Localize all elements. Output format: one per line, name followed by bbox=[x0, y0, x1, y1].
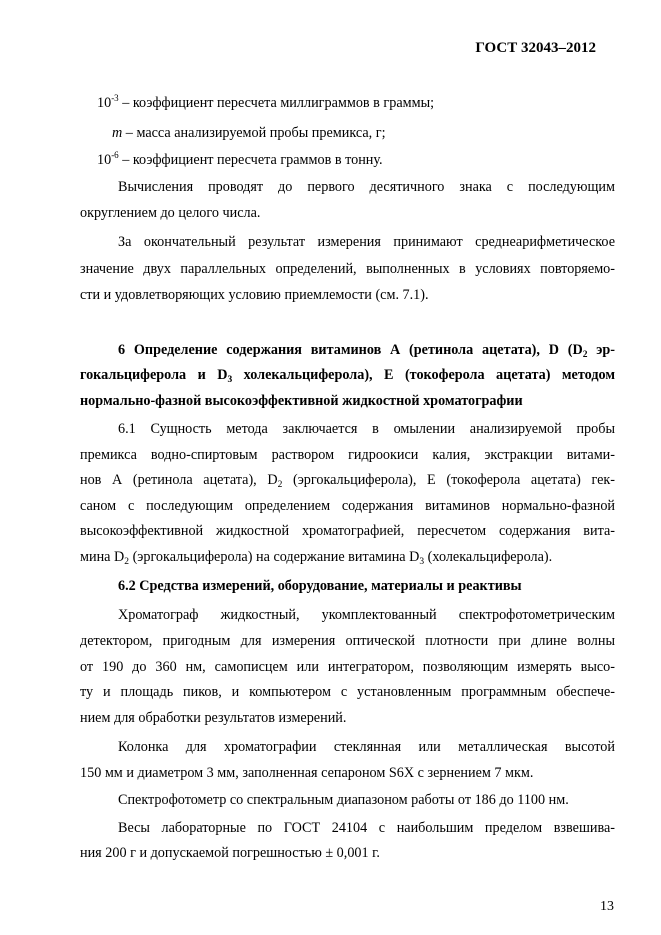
paragraph-line: высокоэффективной жидкостной хроматографией, пересчетом содержания вита- bbox=[80, 523, 615, 539]
document-header: ГОСТ 32043–2012 bbox=[475, 40, 596, 56]
def-base: 10 bbox=[97, 95, 112, 111]
text: (эргокальциферола) на содержание витамина D bbox=[129, 549, 420, 565]
def-text: – масса анализируемой пробы премикса, г; bbox=[122, 125, 386, 141]
paragraph-line bbox=[80, 547, 615, 567]
definition-mass bbox=[112, 123, 647, 143]
definition-milligrams bbox=[97, 93, 632, 113]
paragraph-line: нием для обработки результатов измерений. bbox=[80, 710, 347, 726]
def-text: – коэффициент пересчета миллиграммов в граммы; bbox=[118, 95, 435, 111]
def-text: – коэффициент пересчета граммов в тонну. bbox=[118, 152, 383, 168]
paragraph-line: премикса водно-спиртовым раствором гидроокиси калия, экстракции витами- bbox=[80, 447, 615, 463]
paragraph-line: от 190 до 360 нм, самописцем или интегратором, позволяющим измерять высо- bbox=[80, 659, 615, 675]
page-number: 13 bbox=[600, 899, 614, 914]
paragraph-line: ту и площадь пиков, и компьютером с установленным программным обеспече- bbox=[80, 684, 615, 700]
paragraph-line: сти и удовлетворяющих условию приемлемости (см. 7.1). bbox=[80, 287, 429, 303]
subscript: 2 bbox=[582, 350, 588, 360]
heading-text: эр- bbox=[587, 342, 616, 358]
text: мина D bbox=[80, 549, 125, 565]
paragraph-line: Колонка для хроматографии стеклянная или металлическая высотой bbox=[118, 739, 615, 755]
paragraph-line: саном с последующим определением содержания витаминов нормально-фазной bbox=[80, 498, 615, 514]
def-variable: m bbox=[112, 125, 123, 141]
subscript: 2 bbox=[277, 480, 283, 490]
text: нов А (ретинола ацетата), D bbox=[80, 472, 278, 488]
def-exponent: -6 bbox=[111, 150, 119, 160]
text: (холекальциферола). bbox=[424, 549, 553, 565]
paragraph-line: значение двух параллельных определений, выполненных в условиях повторяемо- bbox=[80, 261, 615, 277]
subscript: 3 bbox=[227, 375, 233, 385]
heading-text: 6 Определение содержания витаминов А (ретинола ацетата), D (D bbox=[118, 342, 583, 358]
section-heading-line bbox=[118, 340, 615, 360]
heading-text: гокальциферола и D bbox=[80, 367, 228, 383]
paragraph-line: Спектрофотометр со спектральным диапазоном работы от 186 до 1100 нм. bbox=[118, 792, 569, 808]
paragraph-line: 6.1 Сущность метода заключается в омылении анализируемой пробы bbox=[118, 421, 615, 437]
paragraph-line: Вычисления проводят до первого десятичного знака с последующим bbox=[118, 179, 615, 195]
paragraph-line bbox=[80, 470, 615, 490]
text: (эргокальциферола), Е (токоферола ацетата) гек- bbox=[282, 472, 615, 488]
heading-text: холекальциферола), Е (токоферола ацетата) методом bbox=[232, 367, 615, 383]
paragraph-line: Весы лабораторные по ГОСТ 24104 с наибольшим пределом взвешива- bbox=[118, 820, 615, 836]
paragraph-line: Хроматограф жидкостный, укомплектованный спектрофотометрическим bbox=[118, 607, 615, 623]
section-heading-line: нормально-фазной высокоэффективной жидкостной хроматографии bbox=[80, 393, 523, 409]
paragraph-line: 150 мм и диаметром 3 мм, заполненная сепароном S6X с зернением 7 мкм. bbox=[80, 765, 534, 781]
paragraph-line: округлением до целого числа. bbox=[80, 205, 261, 221]
definition-grams bbox=[97, 150, 632, 170]
def-exponent: -3 bbox=[111, 93, 119, 103]
subscript: 3 bbox=[419, 557, 425, 567]
paragraph-line: детектором, пригодным для измерения оптической плотности при длине волны bbox=[80, 633, 615, 649]
def-base: 10 bbox=[97, 152, 112, 168]
paragraph-line: ния 200 г и допускаемой погрешностью ± 0,001 г. bbox=[80, 845, 380, 861]
section-heading: 6.2 Средства измерений, оборудование, материалы и реактивы bbox=[118, 578, 522, 594]
section-heading-line bbox=[80, 365, 615, 385]
subscript: 2 bbox=[124, 557, 130, 567]
paragraph-line: За окончательный результат измерения принимают среднеарифметическое bbox=[118, 234, 615, 250]
